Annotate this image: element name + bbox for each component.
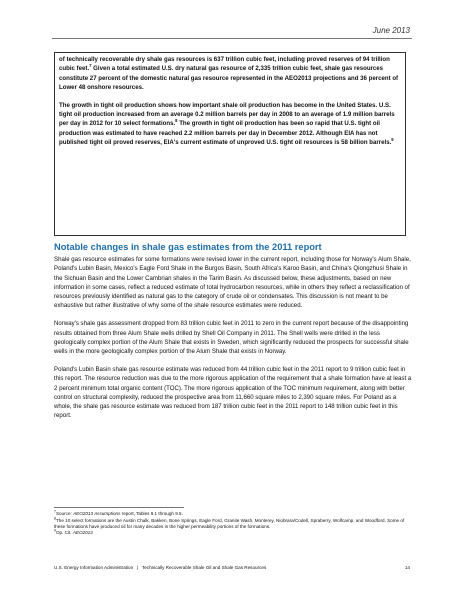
footnotes [54, 511, 412, 537]
footnote-9: $^9$Op. Cit. AEO2013 [54, 528, 93, 535]
section-title: Notable changes in shale gas estimates from the 2011 report [54, 242, 322, 252]
footnote-divider [54, 507, 184, 508]
highlight-box [54, 52, 406, 236]
body-paragraph-1: Shale gas resource estimates for some formations were revised lower in the current report, including those for Norway's Alum Shale, Poland's Lubin Basin, Mexico's Eagle Ford Shale in the Burgos Basin, South Africa's Karoo Basin, and China's Qiongzhusi Shale in the Sichuan Basin and the Lower Cambrian shales in the Tarim Basin. As discussed below, these adjustments, based on new information in some cases, reflect a reduced estimate of total hydrocarbon resources, while in others they reflect a reclassification of resources previously identified as natural gas to the category of crude oil or condensates. This discussion is not meant to be exhaustive but rather illustrative of why some of the shale resource estimates were reduced. [54, 256, 411, 310]
footnote-7: $^7$Source: AEO2013 Assumptions report, Tables 9.1 through 9.5. [54, 509, 183, 516]
body-paragraph-2: Norway's shale gas assessment dropped from 83 trillion cubic feet in 2011 to zero in the current report because of the disappointing results obtained from three Alum Shale wells drilled by Shell Oil Company in 2011. The Shell wells were drilled in the less geologically complex portion of the Alum Shale that exists in Sweden, which significantly reduced the prospects for successful shale wells in the more geologically complex portion of the Alum Shale that exists in Norway. [54, 320, 409, 356]
page-footer [54, 565, 410, 570]
footer-text: U.S. Energy Information Administration | Technically Recoverable Shale Oil and Shale Gas Resources [54, 565, 267, 570]
box-paragraph-2: The growth in tight oil production shows how important shale oil production has become in the United States. U.S. tight oil production increased from an average 0.2 million barrels per day in 2008 to an average of 1.9 million barrels per day in 2012 for 10 select formations.$^8$ The growth in tight oil production has been so rapid that U.S. tight oil production was estimated to have reached 2.2 million barrels per day in December 2012. Although EIA has not published tight oil proved reserves, EIA's current estimate of unproved U.S. tight oil resources is 58 billion barrels.$^9$ [59, 101, 395, 147]
footnote-8: $^8$The 10 select formations are the Austin Chalk, Bakken, Bone Springs, Eagle Ford, Granite Wash, Monterey, Niobrara/Codell, Spraberry, Wolfcamp, and Woodford. Some of these formations have produced oil for many decades in the higher permeability portions of the formations. [54, 515, 405, 529]
footnote-ref-9[interactable]: 9 [391, 137, 394, 143]
body-paragraph-3: Poland's Lubin Basin shale gas resource estimate was reduced from 44 trillion cubic feet in the 2011 report to 9 trillion cubic feet in this report. The resource reduction was due to the more rigorous application of the requirement that a shale formation have at least a 2 percent minimum total organic content (TOC). The more rigorous application of the TOC minimum requirement, along with better control on structural complexity, reduced the prospective area from 11,660 square miles to 2,390 square miles. For Poland as a whole, the shale gas resource estimate was reduced from 187 trillion cubic feet in the 2011 report to 148 trillion cubic feet in this report. [54, 365, 412, 420]
footnote-ref-8[interactable]: 8 [175, 118, 178, 124]
page-number: 14 [404, 565, 410, 570]
section-body [54, 255, 412, 429]
header-date: June 2013 [372, 26, 410, 35]
box-paragraph-1: of technically recoverable dry shale gas resources is 637 trillion cubic feet, including proved reserves of 94 trillion cubic feet.$^7$ Given a total estimated U.S. dry natural gas resource of 2,335 trillion cubic feet, shale gas resources constitute 27 percent of the domestic natural gas resource represented in the AEO2013 projections and 36 percent of Lower 48 onshore resources. [59, 56, 399, 92]
footnote-ref-7[interactable]: 7 [89, 63, 92, 69]
header-rule [52, 38, 412, 39]
